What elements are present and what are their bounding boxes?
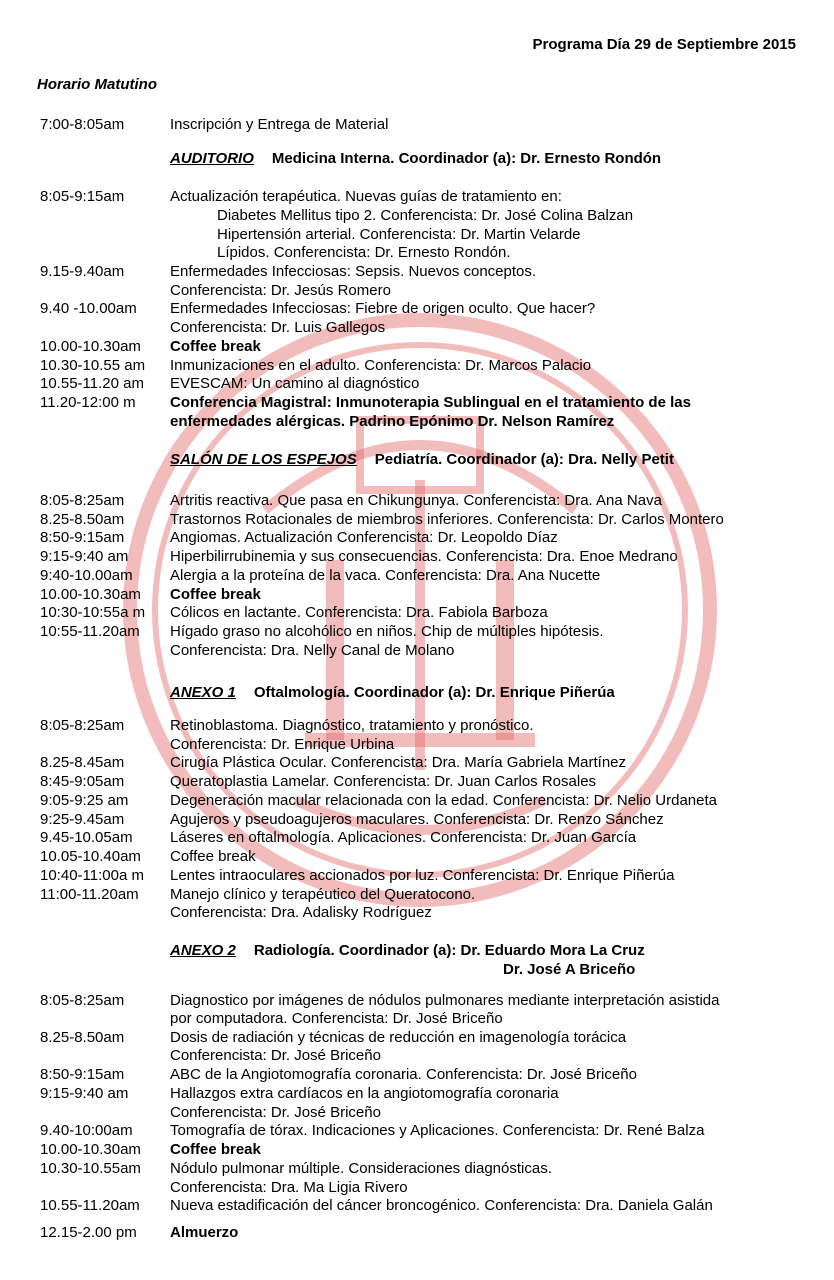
row-text: Hallazgos extra cardíacos en la angiotomografía coronaria xyxy=(170,1085,559,1102)
row-text: Diagnostico por imágenes de nódulos pulmonares mediante interpretación asistida xyxy=(170,992,720,1009)
row-time: 8.25-8.45am xyxy=(40,754,125,771)
row-time: 10:40-11:00a m xyxy=(40,867,144,884)
row-text: Actualización terapéutica. Nuevas guías de tratamiento en: xyxy=(170,188,562,205)
row-time: 8:05-8:25am xyxy=(40,992,125,1009)
row-text: Coffee break xyxy=(170,338,261,355)
row-text: Inscripción y Entrega de Material xyxy=(170,116,389,133)
row-time: 9.40-10:00am xyxy=(40,1122,133,1139)
row-text: Enfermedades Infecciosas: Fiebre de origen oculto. Que hacer? xyxy=(170,300,596,317)
row-time: 7:00-8:05am xyxy=(40,116,125,133)
row-time: 9:15-9:40 am xyxy=(40,548,129,565)
row-text: Conferencista: Dra. Ma Ligia Rivero xyxy=(170,1179,408,1196)
row-text: EVESCAM: Un camino al diagnóstico xyxy=(170,375,420,392)
row-text: Inmunizaciones en el adulto. Conferencista: Dr. Marcos Palacio xyxy=(170,357,592,374)
section-title: Oftalmología. Coordinador (a): Dr. Enrique Piñerúa xyxy=(253,684,615,701)
row-time: 9.15-9.40am xyxy=(40,263,125,280)
row-text: Conferencista: Dra. Nelly Canal de Molano xyxy=(170,642,455,659)
row-time: 10.55-11.20am xyxy=(40,1197,140,1214)
row-text: Queratoplastia Lamelar. Conferencista: Dr. Juan Carlos Rosales xyxy=(170,773,597,790)
row-time: 9:25-9.45am xyxy=(40,811,125,828)
room-name: ANEXO 1 xyxy=(170,684,236,701)
row-time: 9:40-10.00am xyxy=(40,567,133,584)
schedule-period: Horario Matutino xyxy=(37,76,157,93)
row-text: Conferencista: Dr. José Briceño xyxy=(170,1104,381,1121)
row-text: Retinoblastoma. Diagnóstico, tratamiento y pronóstico. xyxy=(170,717,534,734)
row-text: Dosis de radiación y técnicas de reducción en imagenología torácica xyxy=(170,1029,627,1046)
row-text: Trastornos Rotacionales de miembros inferiores. Conferencista: Dr. Carlos Montero xyxy=(170,511,724,528)
row-text: Alergia a la proteína de la vaca. Conferencista: Dra. Ana Nucette xyxy=(170,567,601,584)
section-title-line2: Dr. José A Briceño xyxy=(503,961,636,978)
row-text: Diabetes Mellitus tipo 2. Conferencista: Dr. José Colina Balzan xyxy=(217,207,634,224)
row-text: Conferencia Magistral: Inmunoterapia Sublingual en el tratamiento de las xyxy=(170,394,691,411)
row-text: Artritis reactiva. Que pasa en Chikungunya. Conferencista: Dra. Ana Nava xyxy=(170,492,662,509)
row-text: Coffee break xyxy=(170,848,256,865)
section-title: Medicina Interna. Coordinador (a): Dr. Ernesto Rondón xyxy=(271,150,662,167)
row-time: 10.30-10.55 am xyxy=(40,357,146,374)
row-time: 9:15-9:40 am xyxy=(40,1085,129,1102)
row-text: Enfermedades Infecciosas: Sepsis. Nuevos conceptos. xyxy=(170,263,537,280)
row-text: Nueva estadificación del cáncer broncogénico. Conferencista: Dra. Daniela Galán xyxy=(170,1197,713,1214)
row-time: 10.30-10.55am xyxy=(40,1160,141,1177)
room-name: AUDITORIO xyxy=(170,150,254,167)
row-text: Conferencista: Dr. José Briceño xyxy=(170,1047,381,1064)
row-text: Almuerzo xyxy=(170,1224,239,1241)
row-time: 8:05-8:25am xyxy=(40,492,125,509)
row-time: 11:00-11.20am xyxy=(40,886,139,903)
row-text: Manejo clínico y terapéutico del Queratocono. xyxy=(170,886,476,903)
row-text: por computadora. Conferencista: Dr. José Briceño xyxy=(170,1010,503,1027)
section-heading-anexo2 xyxy=(170,942,645,960)
row-time: 8.25-8.50am xyxy=(40,511,125,528)
row-time: 9.45-10.05am xyxy=(40,829,133,846)
row-text: Coffee break xyxy=(170,1141,261,1158)
row-time: 9:05-9:25 am xyxy=(40,792,129,809)
row-time: 10:30-10:55a m xyxy=(40,604,146,621)
row-text: Degeneración macular relacionada con la edad. Conferencista: Dr. Nelio Urdaneta xyxy=(170,792,717,809)
row-text: Cirugía Plástica Ocular. Conferencista: Dra. María Gabriela Martínez xyxy=(170,754,627,771)
row-time: 8.25-8.50am xyxy=(40,1029,125,1046)
row-time: 10.55-11.20 am xyxy=(40,375,144,392)
row-text: Nódulo pulmonar múltiple. Consideraciones diagnósticas. xyxy=(170,1160,552,1177)
row-text: Conferencista: Dr. Luis Gallegos xyxy=(170,319,386,336)
row-text: Hipertensión arterial. Conferencista: Dr. Martin Velarde xyxy=(217,226,581,243)
row-time: 10.00-10.30am xyxy=(40,586,141,603)
section-title: Radiología. Coordinador (a): Dr. Eduardo Mora La Cruz xyxy=(253,942,645,959)
row-text: Conferencista: Dr. Enrique Urbina xyxy=(170,736,395,753)
row-text: enfermedades alérgicas. Padrino Epónimo Dr. Nelson Ramírez xyxy=(170,413,615,430)
room-name: SALÓN DE LOS ESPEJOS xyxy=(170,451,357,468)
row-time: 8:05-8:25am xyxy=(40,717,125,734)
row-text: Conferencista: Dra. Adalisky Rodríguez xyxy=(170,904,432,921)
row-time: 8:45-9:05am xyxy=(40,773,125,790)
row-time: 10.00-10.30am xyxy=(40,1141,141,1158)
row-time: 11.20-12:00 m xyxy=(40,394,136,411)
row-text: ABC de la Angiotomografía coronaria. Conferencista: Dr. José Briceño xyxy=(170,1066,637,1083)
row-text: Tomografía de tórax. Indicaciones y Aplicaciones. Conferencista: Dr. René Balza xyxy=(170,1122,705,1139)
section-heading-auditorio xyxy=(170,150,661,168)
row-time: 10.00-10.30am xyxy=(40,338,141,355)
section-title: Pediatría. Coordinador (a): Dra. Nelly Petit xyxy=(374,451,674,468)
row-time: 10.05-10.40am xyxy=(40,848,141,865)
row-text: Coffee break xyxy=(170,586,261,603)
room-name: ANEXO 2 xyxy=(170,942,236,959)
row-time: 8:50-9:15am xyxy=(40,529,125,546)
row-text: Agujeros y pseudoagujeros maculares. Conferencista: Dr. Renzo Sánchez xyxy=(170,811,664,828)
row-time: 9.40 -10.00am xyxy=(40,300,137,317)
row-time: 10:55-11.20am xyxy=(40,623,140,640)
row-text: Hiperbilirrubinemia y sus consecuencias. Conferencista: Dra. Enoe Medrano xyxy=(170,548,678,565)
row-text: Conferencista: Dr. Jesús Romero xyxy=(170,282,391,299)
program-date-header: Programa Día 29 de Septiembre 2015 xyxy=(532,36,796,53)
row-time: 8:50-9:15am xyxy=(40,1066,125,1083)
row-time: 8:05-9:15am xyxy=(40,188,125,205)
row-text: Angiomas. Actualización Conferencista: Dr. Leopoldo Díaz xyxy=(170,529,558,546)
row-time: 12.15-2.00 pm xyxy=(40,1224,137,1241)
row-text: Lentes intraoculares accionados por luz. Conferencista: Dr. Enrique Piñerúa xyxy=(170,867,675,884)
row-text: Hígado graso no alcohólico en niños. Chip de múltiples hipótesis. xyxy=(170,623,604,640)
section-heading-salon xyxy=(170,451,674,469)
row-text: Cólicos en lactante. Conferencista: Dra. Fabiola Barboza xyxy=(170,604,548,621)
row-text: Lípidos. Conferencista: Dr. Ernesto Rondón. xyxy=(217,244,511,261)
row-text: Láseres en oftalmología. Aplicaciones. Conferencista: Dr. Juan García xyxy=(170,829,637,846)
section-heading-anexo1 xyxy=(170,684,615,702)
